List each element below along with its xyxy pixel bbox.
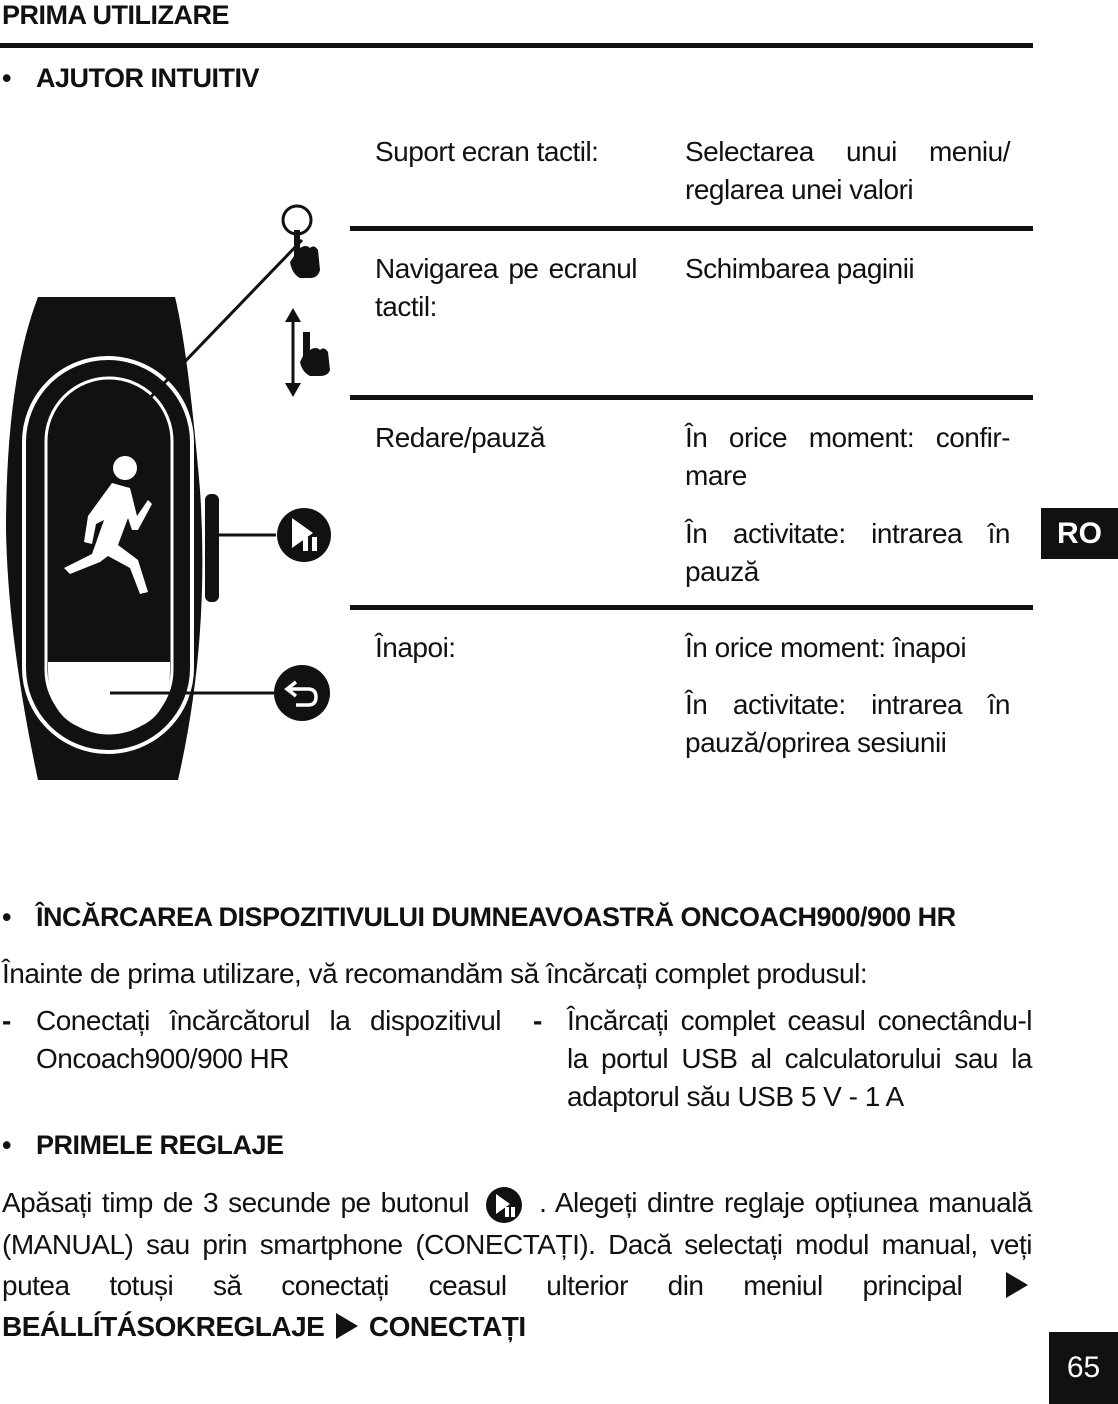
watch-illustration [0,200,345,790]
charging-step-1 [2,1002,502,1078]
charging-step-2-text: Încărcați complet ceasul conectându-l la portul USB al calculatorului sau la adaptorul său USB 5 V - 1 A [567,1005,1032,1112]
bullet: • [2,902,11,932]
bullet: • [2,1130,11,1160]
finger-swipe-icon [285,308,330,397]
play-pause-icon [277,508,331,562]
row-desc-back-2: În activitate: intrarea în pauză/oprirea sesiunii [685,689,1010,758]
row-label-navigation: Navigarea pe ecranul tactil: [375,253,637,322]
row-divider [350,605,1033,610]
row-divider [350,226,1033,231]
row-desc-back-1: În orice moment: înapoi [685,632,967,663]
side-button [205,494,219,602]
section-heading-intuitive-help [2,63,259,94]
page-title: PRIMA UTILIZARE [2,0,229,30]
row-desc-touch-support: Selectarea unui meniu/ reglarea unei valori [685,136,1010,205]
row-label-back: Înapoi: [375,632,456,663]
charging-step-2 [533,1002,1033,1116]
section-heading-charging [2,902,956,933]
row-label-touch-support: Suport ecran tactil: [375,136,599,167]
title-rule [0,43,1033,48]
settings-text-2: . Alegeți dintre reglaje opțiunea manuală (MANUAL) sau prin smartphone (CONECTAȚI). Dacă selectați modul manual, veți putea totuși să conectați ceasul ulterior din meniul principal [2,1187,1032,1301]
first-settings-paragraph [2,1182,1032,1347]
row-desc-navigation: Schimbarea paginii [685,253,915,284]
menu-path-settings: BEÁLLÍTÁSOKREGLAJE [2,1310,325,1342]
section-heading-first-settings [2,1130,284,1161]
heading-text: ÎNCĂRCAREA DISPOZITIVULUI DUMNEAVOASTRĂ ONCOACH900/900 HR [36,902,956,932]
bullet: • [2,63,11,93]
settings-text-1: Apăsați timp de 3 secunde pe butonul [2,1187,470,1218]
back-arrow-icon [274,665,330,721]
heading-text: AJUTOR INTUITIV [36,63,260,93]
row-desc-play-pause-1: În orice moment: confir-mare [685,422,1010,491]
row-label-play-pause: Redare/pauză [375,422,545,453]
charging-step-1-text: Conectați încărcătorul la dispozitivul Oncoach900/900 HR [36,1005,501,1074]
dash-marker: - [2,1005,11,1036]
row-desc-play-pause-2: În activitate: intrarea în pauză [685,518,1010,587]
dash-marker: - [533,1005,542,1036]
page-number: 65 [1049,1332,1118,1404]
play-pause-icon [485,1186,523,1224]
heading-text: PRIMELE REGLAJE [36,1130,284,1160]
menu-path-connect: CONECTAȚI [368,1310,526,1342]
row-divider [350,395,1033,400]
arrow-right-icon [1006,1272,1028,1298]
charging-intro: Înainte de prima utilizare, vă recomandăm să încărcați complet produsul: [2,958,868,989]
language-tab: RO [1041,508,1118,559]
arrow-right-icon [336,1313,358,1339]
